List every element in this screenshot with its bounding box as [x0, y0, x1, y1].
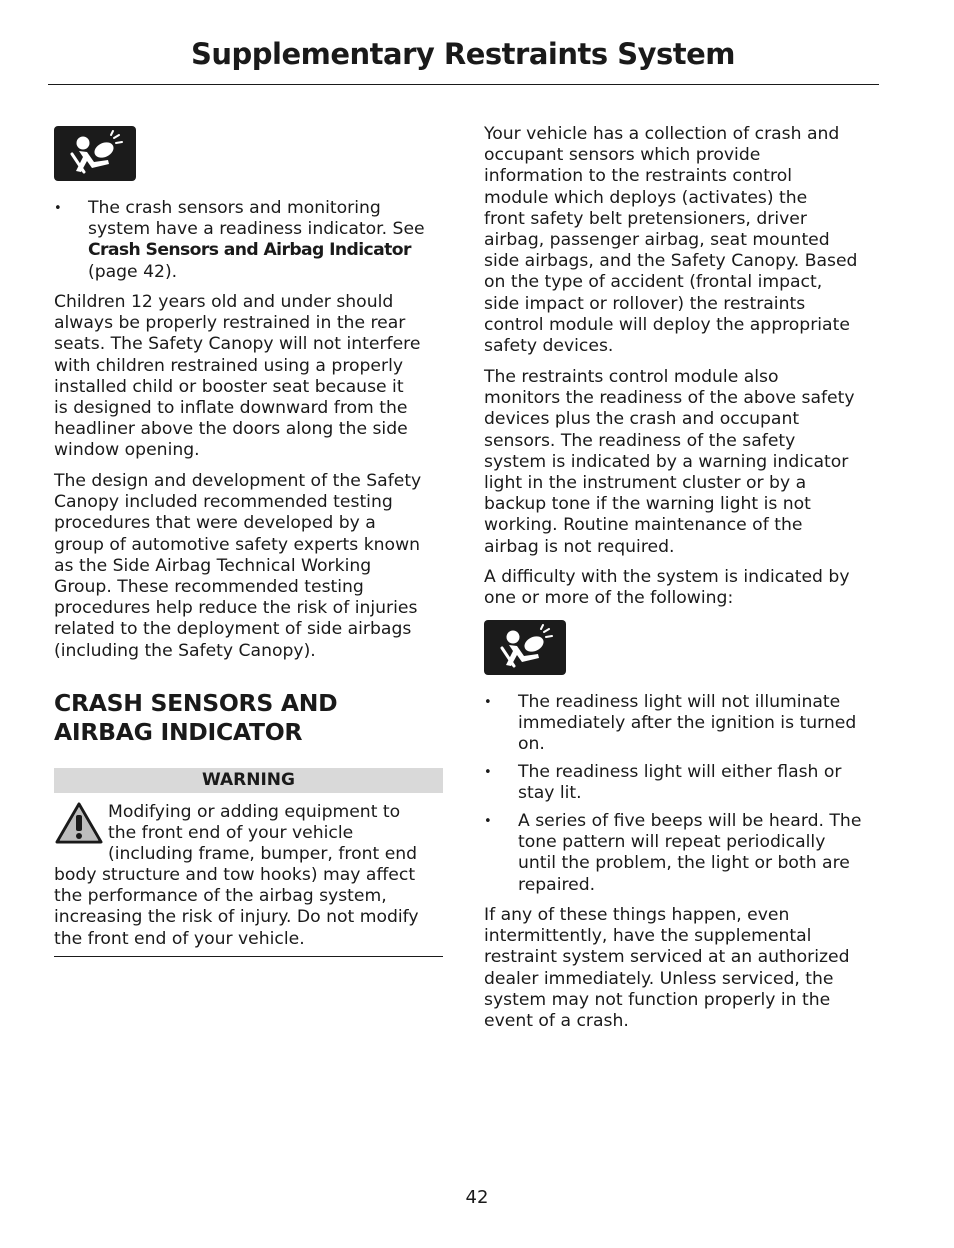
text-line: system is indicated by a warning indicator: [484, 451, 849, 472]
text-line: procedures that were developed by a: [54, 513, 376, 534]
text-line: sensors. The readiness of the safety: [484, 430, 796, 451]
text-line: immediately after the ignition is turned: [518, 713, 857, 734]
warning-text-indented: [108, 802, 443, 866]
text-line: repaired.: [518, 874, 596, 895]
text-line: A series of five beeps will be heard. The: [518, 811, 862, 831]
text-line: monitors the readiness of the above safety: [484, 388, 855, 409]
list-item: [484, 811, 874, 897]
text-line: on.: [518, 734, 545, 755]
text-line: side airbags, and the Safety Canopy. Based: [484, 251, 858, 272]
text-line: the performance of the airbag system,: [54, 886, 387, 907]
text-line: group of automotive safety experts known: [54, 534, 421, 555]
text-line: safety devices.: [484, 336, 614, 357]
text-line: working. Routine maintenance of the: [484, 515, 803, 536]
text-line: Children 12 years old and under should: [54, 292, 394, 312]
text-line: tone pattern will repeat periodically: [518, 832, 826, 853]
text-line: always be properly restrained in the rear: [54, 313, 406, 334]
text-line: stay lit.: [518, 783, 582, 804]
text-line: seats. The Safety Canopy will not interfere: [54, 334, 421, 355]
text-line: (including frame, bumper, front end: [108, 844, 418, 865]
text-line: Your vehicle has a collection of crash and: [484, 124, 840, 144]
text-line: restraint system serviced at an authorized: [484, 947, 850, 968]
list-item: [54, 198, 443, 284]
text-line: one or more of the following:: [484, 588, 734, 609]
text-line: intermittently, have the supplemental: [484, 926, 812, 947]
paragraph-sensors: [484, 124, 874, 357]
title-divider: [48, 84, 879, 85]
text-line: the front end of your vehicle: [108, 823, 354, 844]
text-line: airbag is not required.: [484, 536, 675, 557]
paragraph-service: [484, 905, 874, 1032]
bullet-dot: •: [484, 765, 492, 780]
text-line: backup tone if the warning light is not: [484, 494, 811, 515]
text-line: (including the Safety Canopy).: [54, 640, 316, 661]
page-title: Supplementary Restraints System: [190, 37, 736, 71]
paragraph-readiness: [484, 367, 874, 558]
page-reference: (page 42).: [88, 261, 178, 282]
text-line: the front end of your vehicle.: [54, 928, 305, 949]
text-line: module which deploys (activates) the: [484, 187, 808, 208]
text-line: system may not function properly in the: [484, 989, 831, 1010]
text-line: If any of these things happen, even: [484, 905, 790, 925]
section-heading: [54, 689, 443, 747]
text-line: event of a crash.: [484, 1011, 629, 1032]
text-line: side impact or rollover) the restraints: [484, 293, 806, 314]
text-line: dealer immediately. Unless serviced, the: [484, 968, 834, 989]
text-line: front safety belt pretensioners, driver: [484, 208, 807, 229]
text-line: control module will deploy the appropriate: [484, 314, 850, 335]
text-line: with children restrained using a properly: [54, 355, 404, 376]
list-item: [484, 692, 874, 756]
text-line: is designed to inflate downward from the: [54, 398, 408, 419]
warning-triangle-icon: [55, 802, 103, 844]
text-line: body structure and tow hooks) may affect: [54, 865, 416, 885]
list-item: [484, 762, 874, 805]
text-line: The readiness light will either flash or: [518, 762, 842, 782]
text-line: The readiness light will not illuminate: [518, 692, 841, 712]
text-line: increasing the risk of injury. Do not modify: [54, 907, 419, 928]
paragraph-safety-canopy-design: [54, 471, 443, 662]
text-line: light in the instrument cluster or by a: [484, 473, 807, 494]
heading-line: CRASH SENSORS AND: [54, 689, 338, 717]
text-line: Canopy included recommended testing: [54, 492, 393, 513]
text-line: as the Side Airbag Technical Working: [54, 555, 372, 576]
text-line: The design and development of the Safety: [54, 471, 422, 491]
warning-bottom-rule: [54, 956, 443, 957]
airbag-warning-icon: [54, 126, 136, 181]
airbag-warning-icon: [484, 620, 566, 675]
text-line: occupant sensors which provide: [484, 145, 761, 166]
warning-text: [54, 865, 443, 950]
cross-reference-link[interactable]: Crash Sensors and Airbag Indicator: [88, 240, 411, 261]
text-line: devices plus the crash and occupant: [484, 409, 800, 430]
text-line: headliner above the doors along the side: [54, 419, 408, 440]
text-line: installed child or booster seat because it: [54, 376, 404, 397]
text-line: procedures help reduce the risk of injuries: [54, 598, 418, 619]
text-line: Modifying or adding equipment to: [108, 802, 401, 822]
text-line: information to the restraints control: [484, 166, 793, 187]
text-line: on the type of accident (frontal impact,: [484, 272, 823, 293]
text-line: The crash sensors and monitoring: [88, 198, 381, 218]
paragraph-children-restraint: [54, 292, 443, 462]
text-line: The restraints control module also: [484, 367, 779, 387]
bullet-dot: •: [484, 814, 492, 829]
heading-line: AIRBAG INDICATOR: [54, 718, 303, 746]
text-line: until the problem, the light or both are: [518, 853, 850, 874]
text-line: Group. These recommended testing: [54, 577, 364, 598]
bullet-dot: •: [484, 695, 492, 710]
bullet-dot: •: [54, 201, 62, 216]
text-line: window opening.: [54, 440, 200, 461]
text-line: airbag, passenger airbag, seat mounted: [484, 230, 830, 251]
warning-label: WARNING: [54, 768, 443, 793]
page-number: 42: [465, 1187, 489, 1208]
paragraph-difficulty: [484, 567, 874, 609]
text-line: related to the deployment of side airbags: [54, 619, 412, 640]
text-line: system have a readiness indicator. See: [88, 219, 425, 240]
text-line: A difficulty with the system is indicated by: [484, 567, 850, 587]
